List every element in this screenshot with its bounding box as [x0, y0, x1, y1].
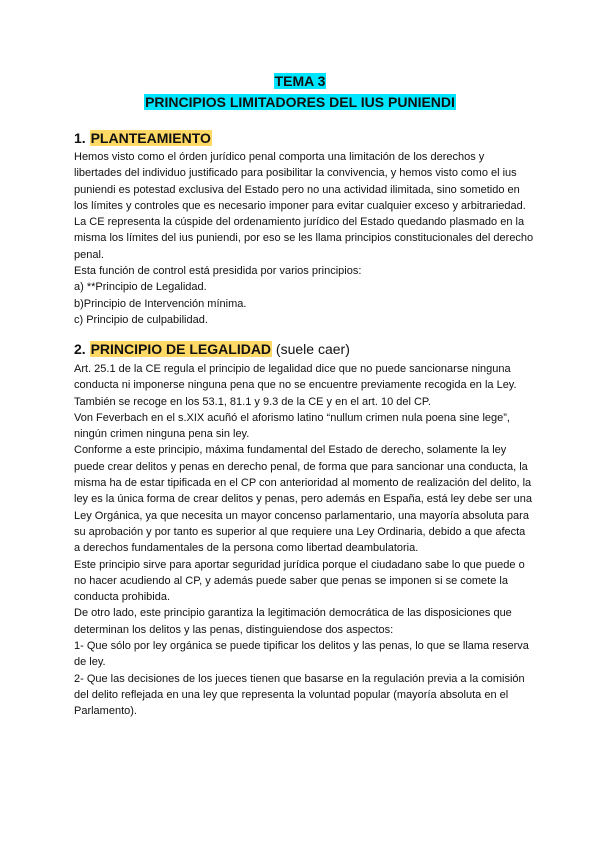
section-2-title: PRINCIPIO DE LEGALIDAD — [90, 341, 272, 357]
section-2-paragraph-4: Conforme a este principio, máxima fundamental del Estado de derecho, solamente la ley puede crear delitos y penas en derecho penal, de forma que para sancionar una conducta, la misma ha de estar tipificada en el CP con anterioridad al momento de realización del delito, la ley es la única forma de crear delitos y penas, pero además en España, está ley debe ser una Ley Orgánica, ya que necesita un mayor concenso parlamentario, una mayoría absoluta para su aprobación y por tanto es superior al que requiere una Ley Ordinaria, debido a que afecta a derechos fundamentales de la persona como libertad deambulatoria. — [74, 444, 532, 555]
section-1-paragraph-1: Hemos visto como el órden jurídico penal comporta una limitación de los derechos y libertades del individuo justificado para posibilitar la convivencia, y hemos visto como el ius puniendi es potestad exclusiva del Estado pero no una actividad ilimitada, sino sometido en los límites y controles que es necesario imponer para evitar cualquier exceso y arbitrariedad. La CE representa la cúspide del ordenamiento jurídico del Estado quedando plasmado en la misma los límites del ius puniendi, por eso se les llama principios constitucionales del derecho penal. — [74, 151, 534, 261]
section-principio-legalidad — [74, 340, 534, 720]
section-1-list-item-a: a) **Principio de Legalidad. — [74, 281, 207, 294]
section-1-list-item-c: c) Principio de culpabilidad. — [74, 313, 208, 326]
section-2-paragraph-7: 1- Que sólo por ley orgánica se puede tipificar los delitos y las penas, lo que se llama reserva de ley. — [74, 640, 529, 669]
section-1-paragraph-2: Esta función de control está presidida por varios principios: — [74, 265, 362, 278]
section-2-note: (suele caer) — [272, 341, 350, 357]
title-line-2: PRINCIPIOS LIMITADORES DEL IUS PUNIENDI — [145, 94, 455, 110]
section-2-paragraph-6: De otro lado, este principio garantiza la legitimación democrática de las disposiciones que determinan los delitos y las penas, distinguiendose dos aspectos: — [74, 607, 512, 636]
section-2-paragraph-2: También se recoge en los 53.1, 81.1 y 9.3 de la CE y en el art. 10 del CP. — [74, 395, 431, 408]
document-title — [0, 71, 600, 113]
section-2-heading — [74, 340, 534, 359]
section-1-number: 1. — [74, 130, 90, 146]
title-line-1: TEMA 3 — [274, 73, 326, 89]
section-planteamiento — [74, 129, 534, 328]
section-1-heading — [74, 129, 534, 148]
section-2-paragraph-1: Art. 25.1 de la CE regula el principio de legalidad dice que no puede sancionarse ninguna conducta ni imponerse ninguna pena que no se encuentre previamente recogida en la Ley. — [74, 363, 517, 392]
section-2-paragraph-8: 2- Que las decisiones de los jueces tienen que basarse en la regulación previa a la comisión del delito reflejada en una ley que representa la voluntad popular (mayoría absoluta en el Parlamento). — [74, 672, 525, 718]
section-2-number: 2. — [74, 341, 90, 357]
section-1-list-item-b: b)Principio de Intervención mínima. — [74, 297, 247, 310]
section-1-title: PLANTEAMIENTO — [90, 130, 211, 146]
section-2-paragraph-5: Este principio sirve para aportar seguridad jurídica porque el ciudadano sabe lo que puede o no hacer acudiendo al CP, y además puede saber que penas se imponen si se comete la conducta prohibida. — [74, 558, 525, 604]
section-2-paragraph-3: Von Feverbach en el s.XIX acuñó el aforismo latino “nullum crimen nula poena sine lege”, ningún crimen ninguna pena sin ley. — [74, 411, 510, 441]
